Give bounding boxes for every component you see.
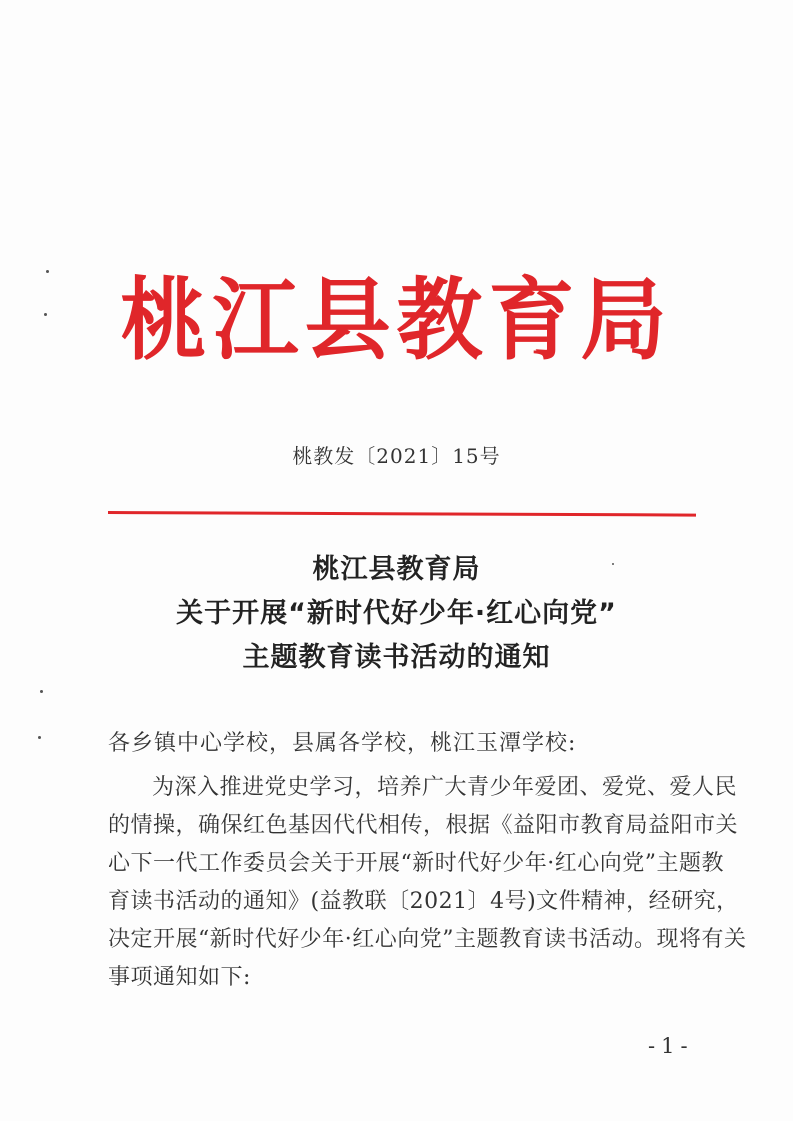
scan-speck xyxy=(612,563,614,565)
title-line-1: 桃江县教育局 xyxy=(312,554,481,585)
body-line: 育读书活动的通知》(益教联〔2021〕4号)文件精神，经研究， xyxy=(108,889,739,914)
scan-speck xyxy=(38,736,41,739)
scan-speck xyxy=(40,690,43,693)
salutation: 各乡镇中心学校，县属各学校，桃江玉潭学校: xyxy=(108,731,577,756)
document-number: 桃教发〔2021〕15号 xyxy=(292,444,501,468)
agency-header-red: 桃江县教育局 xyxy=(120,267,673,373)
body-line: 心下一代工作委员会关于开展“新时代好少年·红心向党”主题教 xyxy=(108,851,724,876)
page-number: -1- xyxy=(648,1034,694,1058)
body-line: 决定开展“新时代好少年·红心向党”主题教育读书活动。现将有关 xyxy=(108,927,747,952)
title-line-2: 关于开展“新时代好少年·红心向党” xyxy=(176,598,617,629)
document-title xyxy=(0,548,793,680)
body-line: 的情操，确保红色基因代代相传，根据《益阳市教育局益阳市关 xyxy=(108,813,739,838)
body-paragraph xyxy=(108,769,747,997)
scan-speck xyxy=(44,313,47,316)
body-line: 事项通知如下: xyxy=(108,965,251,990)
red-separator-line xyxy=(108,511,696,517)
title-line-3: 主题教育读书活动的通知 xyxy=(242,642,551,673)
scan-speck xyxy=(46,270,49,273)
body-line: 为深入推进党史学习，培养广大青少年爱团、爱党、爱人民 xyxy=(152,775,738,800)
